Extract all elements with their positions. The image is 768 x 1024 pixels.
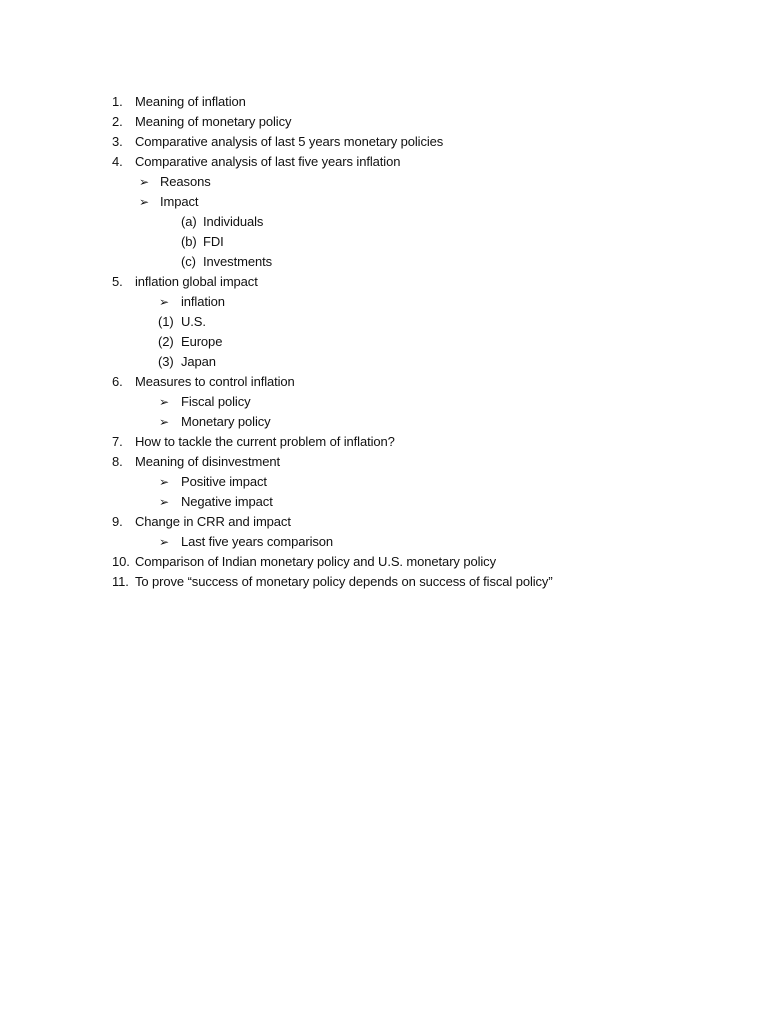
outline-item	[0, 492, 768, 512]
list-marker: 10.	[112, 554, 130, 569]
list-marker: 4.	[112, 154, 123, 169]
outline-item-text: Comparative analysis of last 5 years monetary policies	[135, 134, 444, 149]
list-marker: (a)	[181, 214, 197, 229]
outline-item	[0, 452, 768, 472]
outline-item	[0, 472, 768, 492]
outline-item-text: Change in CRR and impact	[135, 514, 291, 529]
list-marker: 5.	[112, 274, 123, 289]
outline-item-text: FDI	[203, 234, 224, 249]
list-marker: 7.	[112, 434, 123, 449]
outline-item	[0, 112, 768, 132]
list-marker: 8.	[112, 454, 123, 469]
outline-item	[0, 192, 768, 212]
outline-item-text: How to tackle the current problem of inflation?	[135, 434, 395, 449]
list-marker: 9.	[112, 514, 123, 529]
arrow-bullet-icon: ➢	[159, 535, 169, 549]
outline-item-text: Monetary policy	[181, 414, 271, 429]
list-marker: (1)	[158, 314, 174, 329]
outline-item	[0, 232, 768, 252]
outline-item-text: Positive impact	[181, 474, 267, 489]
outline-item	[0, 92, 768, 112]
list-marker: (c)	[181, 254, 196, 269]
outline-item	[0, 292, 768, 312]
list-marker: 3.	[112, 134, 123, 149]
outline-item	[0, 552, 768, 572]
list-marker: 2.	[112, 114, 123, 129]
arrow-bullet-icon: ➢	[159, 475, 169, 489]
outline-item	[0, 152, 768, 172]
outline-item-text: Meaning of monetary policy	[135, 114, 292, 129]
outline-item-text: Investments	[203, 254, 272, 269]
outline-item-text: Individuals	[203, 214, 264, 229]
outline-item	[0, 372, 768, 392]
outline-item-text: Last five years comparison	[181, 534, 334, 549]
outline-item-text: inflation global impact	[135, 274, 258, 289]
arrow-bullet-icon: ➢	[139, 195, 149, 209]
outline-item	[0, 512, 768, 532]
outline-item	[0, 432, 768, 452]
list-marker: 6.	[112, 374, 123, 389]
outline-item	[0, 132, 768, 152]
outline-item-text: Negative impact	[181, 494, 273, 509]
outline-item-text: To prove “success of monetary policy depends on success of fiscal policy”	[135, 574, 553, 589]
list-marker: (b)	[181, 234, 197, 249]
outline-item	[0, 252, 768, 272]
outline-item-text: Comparison of Indian monetary policy and U.S. monetary policy	[135, 554, 496, 569]
list-marker: (2)	[158, 334, 174, 349]
outline-item	[0, 312, 768, 332]
outline-item-text: inflation	[181, 294, 225, 309]
outline-item	[0, 572, 768, 592]
outline-item-text: Reasons	[160, 174, 211, 189]
outline-item-text: Comparative analysis of last five years inflation	[135, 154, 401, 169]
arrow-bullet-icon: ➢	[159, 415, 169, 429]
arrow-bullet-icon: ➢	[159, 495, 169, 509]
outline-list	[0, 92, 768, 592]
outline-item-text: Impact	[160, 194, 199, 209]
outline-item	[0, 352, 768, 372]
outline-item-text: Japan	[181, 354, 216, 369]
outline-item	[0, 332, 768, 352]
list-marker: 1.	[112, 94, 123, 109]
arrow-bullet-icon: ➢	[159, 295, 169, 309]
list-marker: (3)	[158, 354, 174, 369]
outline-item	[0, 272, 768, 292]
outline-item-text: Meaning of disinvestment	[135, 454, 281, 469]
outline-item	[0, 532, 768, 552]
outline-item-text: Fiscal policy	[181, 394, 251, 409]
list-marker: 11.	[112, 574, 129, 589]
arrow-bullet-icon: ➢	[139, 175, 149, 189]
outline-item-text: Europe	[181, 334, 223, 349]
outline-item	[0, 392, 768, 412]
outline-item-text: Measures to control inflation	[135, 374, 295, 389]
arrow-bullet-icon: ➢	[159, 395, 169, 409]
outline-item-text: U.S.	[181, 314, 206, 329]
outline-item	[0, 412, 768, 432]
outline-item	[0, 212, 768, 232]
outline-item	[0, 172, 768, 192]
outline-item-text: Meaning of inflation	[135, 94, 246, 109]
